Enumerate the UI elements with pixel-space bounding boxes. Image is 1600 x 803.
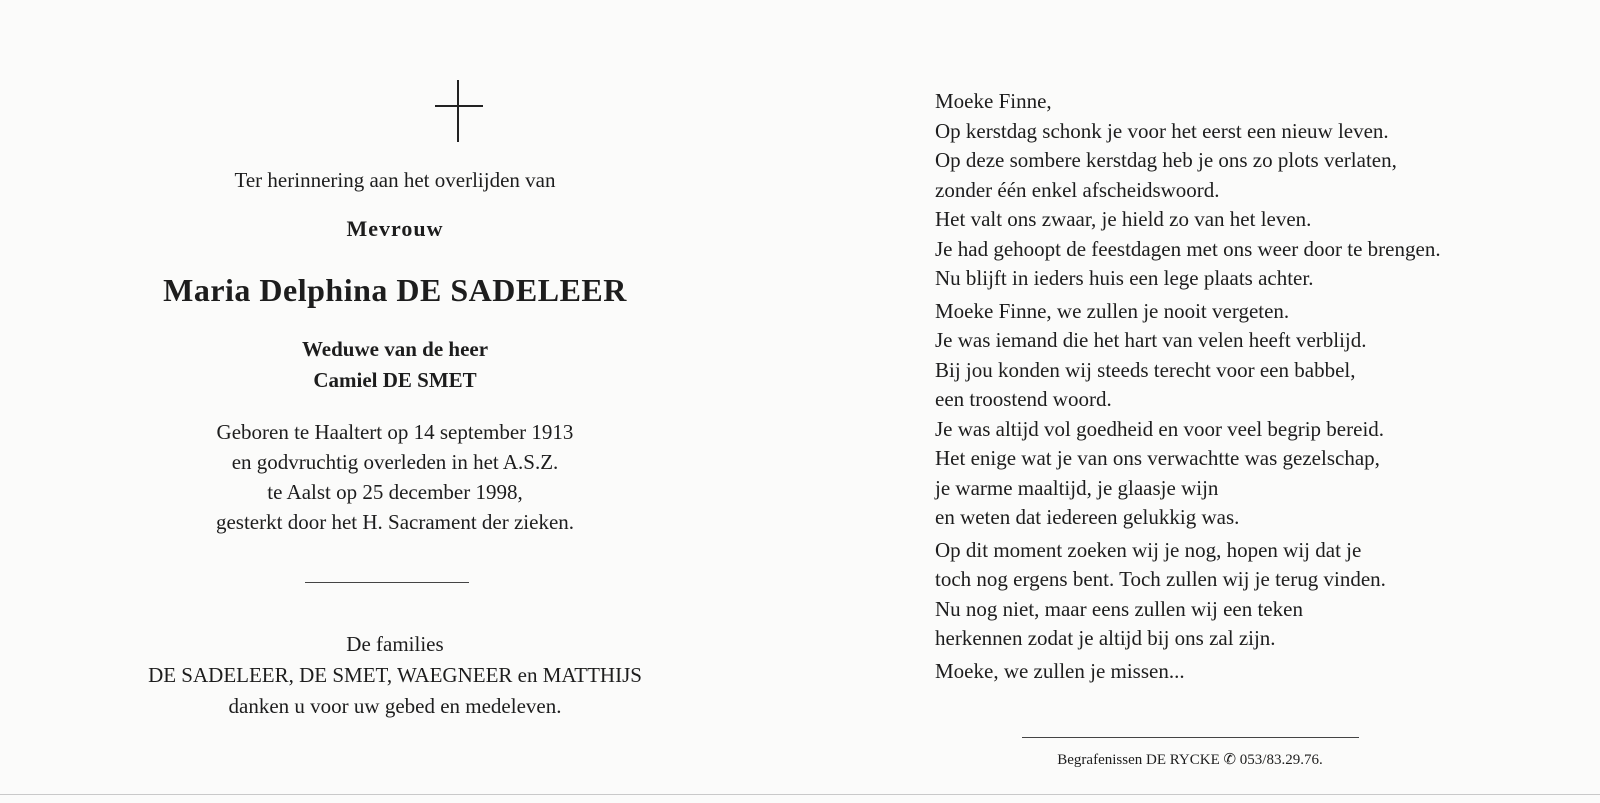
life-line: Geboren te Haaltert op 14 september 1913 bbox=[216, 420, 574, 444]
life-line: te Aalst op 25 december 1998, bbox=[267, 480, 523, 504]
poem-line: Het enige wat je van ons verwachtte was gezelschap, bbox=[935, 446, 1380, 470]
poem-line: Moeke Finne, we zullen je nooit vergeten. bbox=[935, 298, 1290, 323]
poem-line: een troostend woord. bbox=[935, 387, 1112, 411]
cross-icon bbox=[435, 80, 483, 142]
poem-stanza bbox=[935, 87, 1575, 294]
families-line: DE SADELEER, DE SMET, WAEGNEER en MATTHIJS bbox=[148, 663, 642, 687]
poem-line: Op kerstdag schonk je voor het eerst een nieuw leven. bbox=[935, 118, 1389, 143]
divider bbox=[1022, 737, 1359, 738]
life-line: en godvruchtig overleden in het A.S.Z. bbox=[231, 450, 559, 474]
poem-line: Nu blijft in ieders huis een lege plaats achter. bbox=[935, 266, 1314, 290]
poem-line: en weten dat iedereen gelukkig was. bbox=[935, 505, 1240, 529]
poem-line: Je was altijd vol goedheid en voor veel begrip bereid. bbox=[935, 416, 1385, 441]
right-panel bbox=[935, 0, 1575, 803]
poem-line: je warme maaltijd, je glaasje wijn bbox=[935, 475, 1219, 500]
poem-line: Nu nog niet, maar eens zullen wij een teken bbox=[935, 596, 1303, 621]
families-thanks bbox=[70, 629, 720, 722]
poem-stanza bbox=[935, 297, 1575, 533]
poem-line: zonder één enkel afscheidswoord. bbox=[935, 177, 1220, 202]
poem-line: Moeke, we zullen je missen... bbox=[935, 658, 1185, 683]
deceased-name: Maria Delphina DE SADELEER bbox=[163, 272, 627, 308]
families-line: danken u voor uw gebed en medeleven. bbox=[228, 694, 562, 718]
poem-line: Het valt ons zwaar, je hield zo van het leven. bbox=[935, 207, 1312, 231]
intro-text: Ter herinnering aan het overlijden van bbox=[234, 168, 556, 192]
poem-stanza bbox=[935, 657, 1575, 687]
poem-line: herkennen zodat je altijd bij ons zal zijn. bbox=[935, 626, 1276, 650]
divider bbox=[305, 582, 469, 583]
poem-line: toch nog ergens bent. Toch zullen wij je terug vinden. bbox=[935, 567, 1386, 591]
card-edge bbox=[0, 794, 1600, 795]
poem-line: Je was iemand die het hart van velen heeft verblijd. bbox=[935, 328, 1367, 352]
left-panel bbox=[70, 0, 720, 803]
life-details bbox=[70, 417, 720, 537]
poem-line: Bij jou konden wij steeds terecht voor een babbel, bbox=[935, 357, 1356, 382]
undertaker-text: Begrafenissen DE RYCKE ✆ 053/83.29.76. bbox=[1057, 752, 1323, 768]
title-text: Mevrouw bbox=[346, 216, 444, 241]
poem bbox=[935, 87, 1575, 689]
poem-line: Op deze sombere kerstdag heb je ons zo plots verlaten, bbox=[935, 148, 1397, 172]
poem-line: Op dit moment zoeken wij je nog, hopen wij dat je bbox=[935, 537, 1362, 562]
poem-line: Je had gehoopt de feestdagen met ons weer door te brengen. bbox=[935, 236, 1441, 261]
widow-label: Weduwe van de heer bbox=[301, 337, 489, 361]
families-line: De families bbox=[346, 632, 444, 656]
poem-line: Moeke Finne, bbox=[935, 89, 1052, 113]
life-line: gesterkt door het H. Sacrament der zieken. bbox=[215, 510, 575, 534]
poem-stanza bbox=[935, 536, 1575, 654]
husband-name: Camiel DE SMET bbox=[313, 368, 477, 392]
